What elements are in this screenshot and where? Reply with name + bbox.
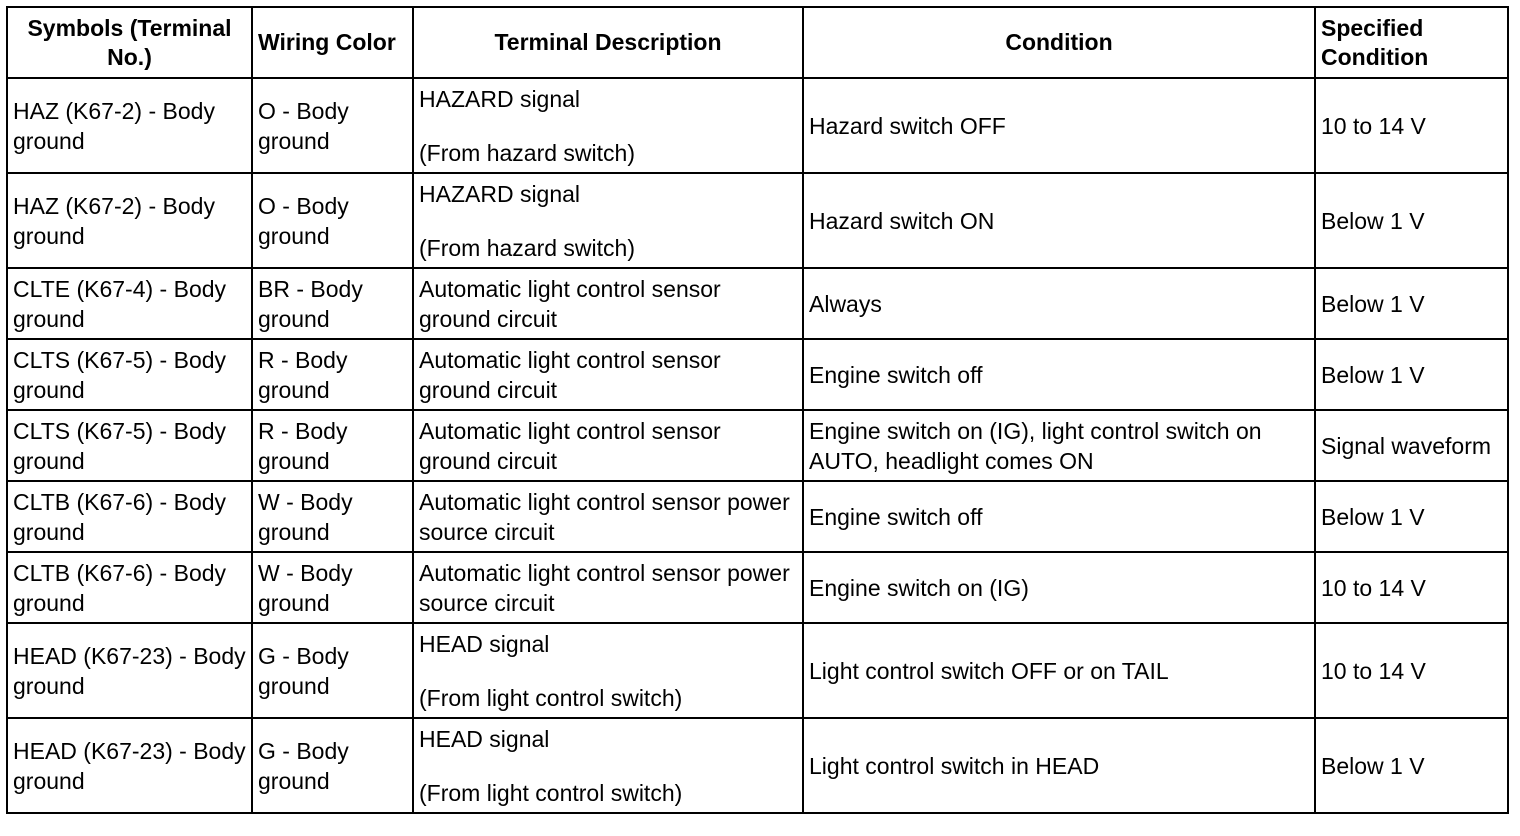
description-cell: Automatic light control sensor power source circuit xyxy=(413,552,803,623)
description-cell xyxy=(413,718,803,813)
table-row xyxy=(7,718,1508,813)
specified-condition-cell: Below 1 V xyxy=(1315,173,1508,268)
condition-cell: Light control switch in HEAD xyxy=(803,718,1315,813)
specified-condition-cell: Below 1 V xyxy=(1315,268,1508,339)
header-specified-condition: Specified Condition xyxy=(1315,7,1508,78)
condition-cell: Engine switch off xyxy=(803,481,1315,552)
table-row xyxy=(7,552,1508,623)
table-row xyxy=(7,78,1508,173)
wiring-color-cell: R - Body ground xyxy=(252,410,413,481)
description-cell xyxy=(413,78,803,173)
table-row xyxy=(7,268,1508,339)
condition-cell: Always xyxy=(803,268,1315,339)
symbol-cell: CLTS (K67-5) - Body ground xyxy=(7,410,252,481)
wiring-color-cell: O - Body ground xyxy=(252,78,413,173)
description-cell: Automatic light control sensor ground circuit xyxy=(413,410,803,481)
description-cell xyxy=(413,623,803,718)
table-header-row xyxy=(7,7,1508,78)
table-row xyxy=(7,173,1508,268)
wiring-color-cell: O - Body ground xyxy=(252,173,413,268)
table-row xyxy=(7,410,1508,481)
specified-condition-cell: Below 1 V xyxy=(1315,718,1508,813)
wiring-color-cell: G - Body ground xyxy=(252,718,413,813)
symbol-cell: CLTE (K67-4) - Body ground xyxy=(7,268,252,339)
description-source: (From hazard switch) xyxy=(419,139,635,166)
description-cell xyxy=(413,173,803,268)
table-row xyxy=(7,481,1508,552)
description-text: HEAD signal xyxy=(419,725,550,752)
symbol-cell: HEAD (K67-23) - Body ground xyxy=(7,718,252,813)
symbol-cell: HEAD (K67-23) - Body ground xyxy=(7,623,252,718)
description-text: HAZARD signal xyxy=(419,85,581,112)
specified-condition-cell: Below 1 V xyxy=(1315,339,1508,410)
table-row xyxy=(7,623,1508,718)
description-source: (From light control switch) xyxy=(419,779,683,806)
wiring-color-cell: W - Body ground xyxy=(252,481,413,552)
condition-cell: Engine switch off xyxy=(803,339,1315,410)
description-source: (From hazard switch) xyxy=(419,234,635,261)
terminal-inspection-table xyxy=(6,6,1509,814)
description-text: HAZARD signal xyxy=(419,180,581,207)
symbol-cell: CLTS (K67-5) - Body ground xyxy=(7,339,252,410)
description-cell: Automatic light control sensor ground circuit xyxy=(413,268,803,339)
description-cell: Automatic light control sensor power source circuit xyxy=(413,481,803,552)
description-text: HEAD signal xyxy=(419,630,550,657)
wiring-color-cell: R - Body ground xyxy=(252,339,413,410)
header-symbols: Symbols (Terminal No.) xyxy=(7,7,252,78)
specified-condition-cell: 10 to 14 V xyxy=(1315,552,1508,623)
specified-condition-cell: Below 1 V xyxy=(1315,481,1508,552)
wiring-color-cell: G - Body ground xyxy=(252,623,413,718)
condition-cell: Light control switch OFF or on TAIL xyxy=(803,623,1315,718)
header-terminal-description: Terminal Description xyxy=(413,7,803,78)
table-row xyxy=(7,339,1508,410)
symbol-cell: CLTB (K67-6) - Body ground xyxy=(7,552,252,623)
symbol-cell: HAZ (K67-2) - Body ground xyxy=(7,78,252,173)
symbol-cell: HAZ (K67-2) - Body ground xyxy=(7,173,252,268)
condition-cell: Hazard switch OFF xyxy=(803,78,1315,173)
condition-cell: Hazard switch ON xyxy=(803,173,1315,268)
specified-condition-cell: 10 to 14 V xyxy=(1315,78,1508,173)
symbol-cell: CLTB (K67-6) - Body ground xyxy=(7,481,252,552)
specified-condition-cell: Signal waveform xyxy=(1315,410,1508,481)
description-cell: Automatic light control sensor ground circuit xyxy=(413,339,803,410)
header-condition: Condition xyxy=(803,7,1315,78)
condition-cell: Engine switch on (IG), light control switch on AUTO, headlight comes ON xyxy=(803,410,1315,481)
description-source: (From light control switch) xyxy=(419,684,683,711)
condition-cell: Engine switch on (IG) xyxy=(803,552,1315,623)
wiring-color-cell: W - Body ground xyxy=(252,552,413,623)
specified-condition-cell: 10 to 14 V xyxy=(1315,623,1508,718)
wiring-color-cell: BR - Body ground xyxy=(252,268,413,339)
header-wiring-color: Wiring Color xyxy=(252,7,413,78)
